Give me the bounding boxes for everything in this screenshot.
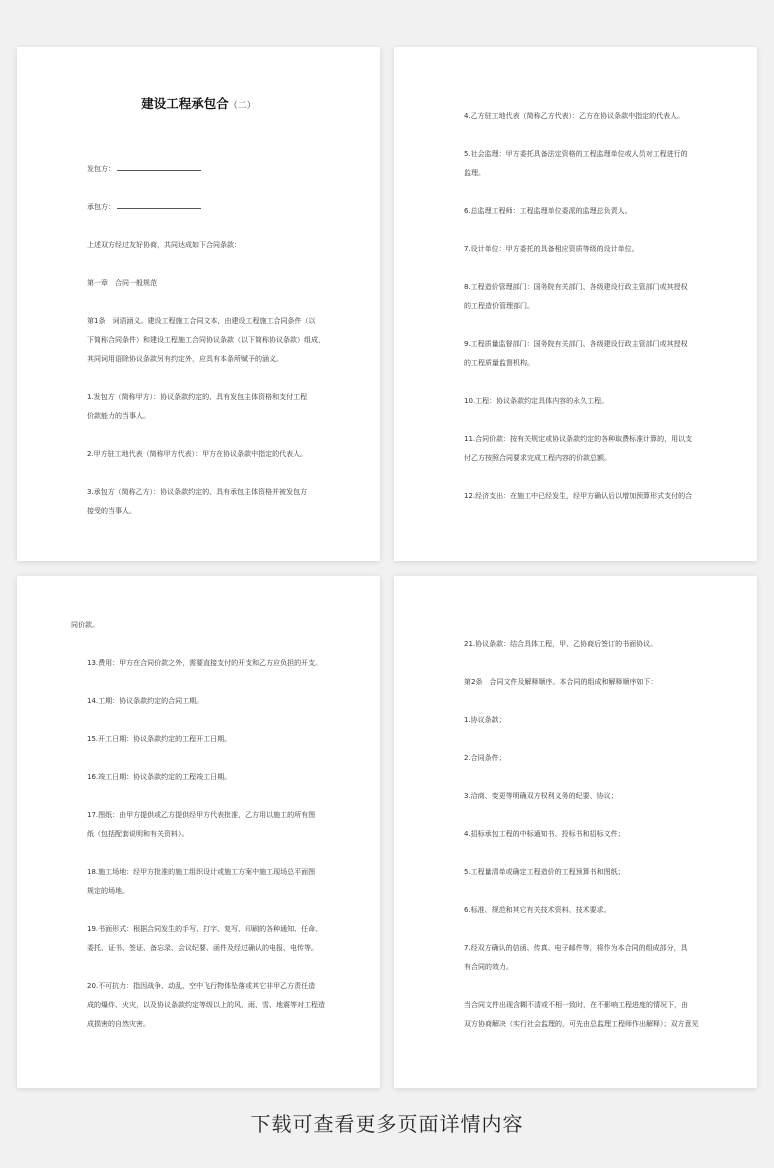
order-item: 5.工程量清单或确定工程造价的工程预算书和图纸；: [464, 868, 625, 876]
clause-6-line: 6.总监理工程师：工程监理单位委派的监理总负责人。: [464, 207, 632, 215]
clause-17-line: 17.图纸：由甲方提供或乙方提供经甲方代表批准，乙方用以施工的所有图: [87, 811, 316, 819]
clause-18-line: 规定的场地。: [87, 887, 129, 895]
document-page-1: [17, 47, 380, 561]
clause-12-line: 12.经济支出：在施工中已经发生，经甲方确认后以增加预算形式支付的合: [464, 492, 693, 500]
clause-5-line: 5.社会监理：甲方委托具备法定资格的工程监理单位或人员对工程进行的: [464, 150, 688, 158]
title-text: 建设工程承包合: [141, 96, 229, 111]
order-item: 2.合同条件；: [464, 754, 506, 762]
clause-3-line: 3.承包方（简称乙方）：协议条款约定的、具有承包主体资格并被发包方: [87, 488, 308, 496]
clause-19-line: 19.书面形式：根据合同发生的手写、打字、复写、印刷的各种通知、任命、: [87, 925, 323, 933]
clause-14-line: 14.工期：协议条款约定的合同工期。: [87, 697, 204, 705]
clause-13-line: 13.费用：甲方在合同价款之外，需要直接支付的开支和乙方应负担的开支。: [87, 659, 323, 667]
clause-20-line: 成的爆炸、火灾，以及协议条款约定等级以上的风、雨、雪、地震等对工程造: [87, 1001, 325, 1009]
final-paragraph-line: 当合同文件出现含糊不清或不相一致时，在不影响工程进度的情况下，由: [464, 1001, 688, 1009]
party-b-blank: [117, 201, 201, 209]
final-paragraph-line: 双方协商解决（实行社会监理的，可先由总监理工程师作出解释）；双方意见: [464, 1020, 699, 1028]
title-suffix: （二）: [228, 101, 256, 111]
clause-20-line: 成损害的自然灾害。: [87, 1020, 150, 1028]
party-b-line: [87, 198, 332, 217]
order-item: 4.招标承包工程的中标通知书、投标书和招标文件；: [464, 830, 625, 838]
chapter-heading: 第一章 合同一般规范: [87, 279, 157, 287]
clause-5-line: 监理。: [464, 169, 485, 177]
download-more-banner[interactable]: 下载可查看更多页面详情内容: [250, 1112, 524, 1136]
clause-15-line: 15.开工日期：协议条款约定的工程开工日期。: [87, 735, 232, 743]
order-item-7-line: 7.经双方确认的信函、传真、电子邮件等，将作为本合同的组成部分，具: [464, 944, 688, 952]
clause-11-line: 11.合同价款：按有关规定或协议条款约定的各种取费标准计算的，用以支: [464, 435, 693, 443]
clause-20-line: 20.不可抗力：指因战争、动乱、空中飞行物体坠落或其它非甲乙方责任造: [87, 982, 316, 990]
clause-7-line: 7.设计单位：甲方委托的具备相应资质等级的设计单位。: [464, 245, 639, 253]
party-a-blank: [117, 163, 201, 171]
clause-2-line: 2.甲方驻工地代表（简称甲方代表）：甲方在协议条款中指定的代表人。: [87, 450, 308, 458]
intro-text: 上述双方经过友好协商，共同达成如下合同条款：: [87, 241, 241, 249]
party-a-label: 发包方：: [87, 165, 115, 173]
article-1-line: 其同词用语除协议条款另有约定外，应具有本条所赋予的涵义。: [87, 355, 283, 363]
clause-1-line: 1.发包方（简称甲方）：协议条款约定的、具有发包主体资格和支付工程: [87, 393, 308, 401]
clause-19-line: 委托、证书、签证、备忘录、会议纪要、函件及经过确认的电报、电传等。: [87, 944, 318, 952]
order-item: 6.标准、规范和其它有关技术资料、技术要求。: [464, 906, 611, 914]
order-item-7-line: 有合同的效力。: [464, 963, 513, 971]
article-1-line: 第1条 词语涵义。建设工程施工合同文本，由建设工程施工合同条件（以: [87, 317, 316, 325]
continued-text: 同价款。: [71, 621, 99, 629]
party-a-line: [87, 160, 332, 179]
clause-10-line: 10.工程：协议条款约定具体内容的永久工程。: [464, 397, 609, 405]
clause-4-line: 4.乙方驻工地代表（简称乙方代表）：乙方在协议条款中指定的代表人。: [464, 112, 685, 120]
clause-9-line: 9.工程质量监督部门：国务院有关部门、各级建设行政主管部门或其授权: [464, 340, 688, 348]
party-b-label: 承包方：: [87, 203, 115, 211]
order-item: 3.洽商、变更等明确双方权利义务的纪要、协议；: [464, 792, 618, 800]
clause-17-line: 纸（包括配套说明和有关资料）。: [87, 830, 189, 838]
clause-8-line: 的工程造价管理部门。: [464, 302, 534, 310]
document-page-4: [394, 576, 757, 1088]
article-1-line: 下简称合同条件）和建设工程施工合同协议条款（以下简称协议条款）组成，: [87, 336, 325, 344]
clause-21-line: 21.协议条款：结合具体工程，甲、乙协商后签订的书面协议。: [464, 640, 658, 648]
clause-9-line: 的工程质量监督机构。: [464, 359, 534, 367]
article-2-line: 第2条 合同文件及解释顺序。本合同的组成和解释顺序如下：: [464, 678, 658, 686]
clause-11-line: 付乙方按照合同要求完成工程内容的价款总额。: [464, 454, 611, 462]
clause-3-line: 接受的当事人。: [87, 507, 136, 515]
document-page-3: [17, 576, 380, 1088]
clause-18-line: 18.施工场地：经甲方批准的施工组织设计或施工方案中施工现场总平面图: [87, 868, 316, 876]
clause-1-line: 价款能力的当事人。: [87, 412, 150, 420]
clause-8-line: 8.工程造价管理部门：国务院有关部门、各级建设行政主管部门或其授权: [464, 283, 688, 291]
document-title: [17, 94, 380, 112]
order-item: 1.协议条款；: [464, 716, 506, 724]
clause-16-line: 16.竣工日期：协议条款约定的工程竣工日期。: [87, 773, 232, 781]
document-page-2: [394, 47, 757, 561]
